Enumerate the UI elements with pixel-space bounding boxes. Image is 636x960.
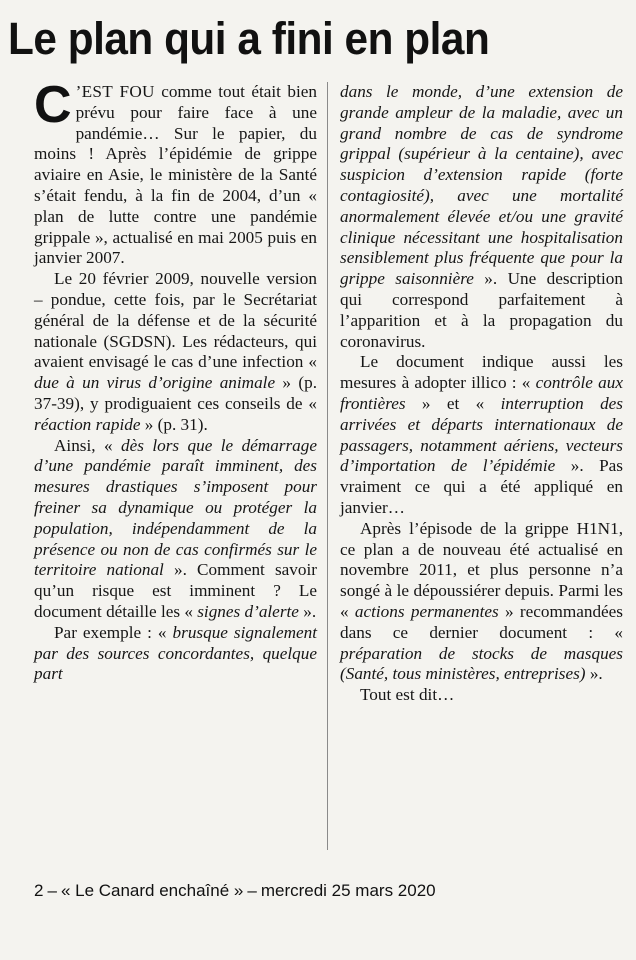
issue-date: mercredi 25 mars 2020	[260, 881, 436, 900]
column-divider	[327, 82, 328, 850]
paragraph-text: Après l’épisode de la grippe H1N1, ce plan a de nouveau été actualisé en novembre 2011, et plus personne n’a songé à le dépoussiérer depuis. Parmi les «	[340, 518, 623, 621]
quote-text: interruption des arrivées et départs internationaux de passagers, notamment aériens, vecteurs d’importation de l’épidémie	[340, 393, 623, 476]
quote-text: réaction rapide	[34, 414, 141, 434]
page-footer	[34, 880, 436, 902]
paragraph-text: ».	[585, 664, 603, 684]
right-column	[340, 82, 623, 706]
paragraph	[340, 352, 623, 518]
paragraph-text: ».	[298, 601, 317, 621]
quote-text: dès lors que le démarrage d’une pandémie paraît imminent, des mesures drastiques s’imposent pour freiner sa dynamique ou protéger la population, indépendamment de la présence ou non de cas confirmés sur le territoire national	[34, 435, 317, 580]
separator: –	[247, 881, 257, 900]
closing-line: Tout est dit…	[360, 685, 455, 705]
quote-text: contrôle aux frontières	[340, 373, 623, 413]
quote-text: actions permanentes	[354, 601, 499, 621]
paragraph-text: Par exemple : «	[54, 622, 173, 642]
paragraph-text: comme tout était bien prévu pour faire face à une pandémie… Sur le papier, du moins ! Après l’épidémie de grippe aviaire en Asie, le ministère de la Santé s’était fendu, à la fin de 2004, d’un « plan de lutte contre une pandémie grippale », actualisé en mai 2005 puis en janvier 2007.	[34, 82, 317, 268]
page-number: 2	[34, 881, 44, 900]
left-column	[34, 76, 317, 685]
paragraph	[34, 623, 317, 685]
paragraph-text: ». Une description qui correspond parfaitement à l’apparition et à la propagation du coronavirus.	[340, 269, 623, 351]
quote-text: brusque signalement par des sources concordantes, quelque part	[34, 622, 317, 684]
paragraph	[340, 82, 623, 352]
drop-cap: C	[34, 76, 72, 134]
quote-text: signes d’alerte	[197, 601, 299, 621]
paragraph-text: » recommandées dans ce dernier document : «	[340, 601, 623, 642]
lead-in: ’EST FOU	[75, 82, 155, 101]
publication-name: « Le Canard enchaîné »	[60, 881, 244, 900]
paragraph-text: ». Comment savoir qu’un risque est imminent ? Le document détaille les «	[34, 560, 317, 621]
paragraph-text: » et «	[405, 393, 501, 413]
paragraph-text: » (p. 37-39), y prodiguaient ces conseils de «	[34, 373, 317, 413]
quote-text: due à un virus d’origine animale	[34, 373, 276, 393]
paragraph-text: Le 20 février 2009, nouvelle version – pondue, cette fois, par le Secrétariat général de la défense et de la sécurité nationale (SGDSN). Les rédacteurs, qui avaient envisagé le cas d’une infection «	[34, 269, 317, 372]
paragraph	[34, 269, 317, 435]
paragraph-text: ». Pas vraiment ce qui a été appliqué en janvier…	[340, 456, 623, 517]
headline: Le plan qui a fini en plan	[8, 13, 490, 64]
quote-text: préparation de stocks de masques (Santé, tous ministères, entreprises)	[340, 643, 623, 684]
article-body	[0, 76, 636, 862]
separator: –	[47, 881, 57, 900]
paragraph-text: » (p. 31).	[140, 414, 208, 434]
quote-text: dans le monde, d’une extension de grande ampleur de la maladie, avec un grand nombre de cas de syndrome grippal (supérieur à la centaine), avec suspicion d’extension rapide (forte contagiosité), avec une mortalité anormalement élevée et/ou une gravité clinique nécessitant une hospitalisation sensiblement plus fréquente que pour la grippe saisonnière	[340, 82, 623, 289]
paragraph-text: Le document indique aussi les mesures à adopter illico : «	[340, 352, 623, 393]
paragraph	[340, 519, 623, 685]
paragraph	[34, 436, 317, 623]
paragraph	[34, 76, 317, 269]
paragraph-text: Ainsi, «	[54, 435, 121, 455]
